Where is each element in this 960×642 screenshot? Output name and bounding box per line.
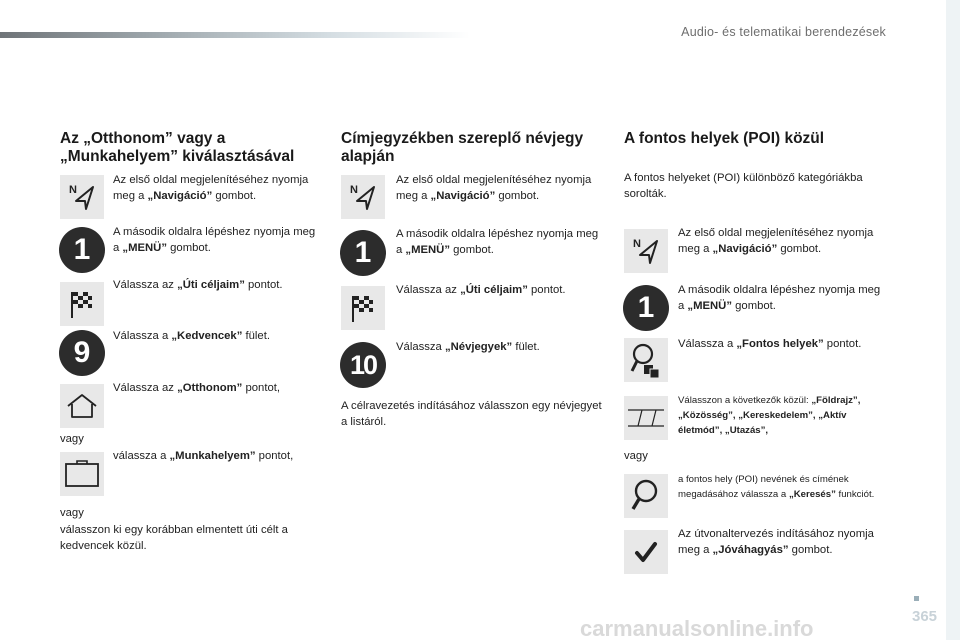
poi-search-icon [624,338,668,382]
col3-heading: A fontos helyek (POI) közül [624,130,825,147]
col1-step-1: Az első oldal megjelenítéséhez nyomja meg a „Navigáció” gombot. [113,174,309,202]
menu-number-badge: 1 [59,227,105,273]
search-icon [624,474,668,518]
col3-intro: A fontos helyeket (POI) különböző kategóriákba sorolták. [624,172,863,200]
checkered-flag-icon [60,282,104,326]
checkered-flag-icon [341,286,385,330]
col1-or-2: vagy [60,507,84,519]
checkmark-icon [624,530,668,574]
col2-step-2: A második oldalra lépéshez nyomja meg a „MENÜ” gombot. [396,228,599,256]
col1-step-5: Válassza az „Otthonom” pontot, [113,382,281,394]
road-icon [624,396,668,440]
col1-step-6: válassza a „Munkahelyem” pontot, [113,450,294,462]
col3-step-3: Válassza a „Fontos helyek” pontot. [678,338,862,350]
menu-number-badge: 1 [623,285,669,331]
col3-step-4: Válasszon a következők közül: „Földrajz”, „Közösség”, „Kereskedelem”, „Aktív életmód”, „Utazás”, [678,395,861,436]
menu-number-badge: 1 [340,230,386,276]
home-icon [60,384,104,428]
watermark: carmanualsonline.info [580,616,814,641]
navigation-icon [624,229,668,273]
svg-text:N: N [633,238,641,250]
col1-heading: Az „Otthonom” vagy a „Munkahelyem” kiválasztásával [60,130,295,165]
contacts-number-badge: 10 [340,342,386,388]
col3-step-1: Az első oldal megjelenítéséhez nyomja meg a „Navigáció” gombot. [678,227,874,255]
navigation-icon [60,175,104,219]
page-edge-bar [946,0,960,640]
col2-step-5: A célravezetés indításához válasszon egy névjegyet a listáról. [341,400,602,428]
col1-step-7: válasszon ki egy korábban elmentett úti célt a kedvencek közül. [60,524,288,552]
page-header-title: Audio- és telematikai berendezések [681,25,886,39]
col1-step-4: Válassza a „Kedvencek” fület. [113,330,270,342]
col2-step-1: Az első oldal megjelenítéséhez nyomja meg a „Navigáció” gombot. [396,174,592,202]
col1-step-3: Válassza az „Úti céljaim” pontot. [113,279,283,291]
col1-step-2: A második oldalra lépéshez nyomja meg a „MENÜ” gombot. [113,226,316,254]
svg-text:N: N [69,184,77,196]
col1-or-1: vagy [60,433,84,445]
page-number: 365 [912,608,938,625]
svg-text:N: N [350,184,358,196]
briefcase-icon [60,452,104,496]
col3-step-5: a fontos hely (POI) nevének és címének megadásához válassza a „Keresés” funkciót. [678,474,875,500]
col3-step-2: A második oldalra lépéshez nyomja meg a „MENÜ” gombot. [678,284,881,312]
col2-heading: Címjegyzékben szereplő névjegy alapján [341,130,584,165]
footer-marker [914,596,919,601]
col2-step-3: Válassza az „Úti céljaim” pontot. [396,284,566,296]
col3-step-6: Az útvonaltervezés indításához nyomja meg a „Jóváhagyás” gombot. [678,528,874,556]
header-bar [0,32,470,38]
col2-step-4: Válassza „Névjegyek” fület. [396,341,540,353]
navigation-icon [341,175,385,219]
favorites-number-badge: 9 [59,330,105,376]
col3-or: vagy [624,450,648,462]
